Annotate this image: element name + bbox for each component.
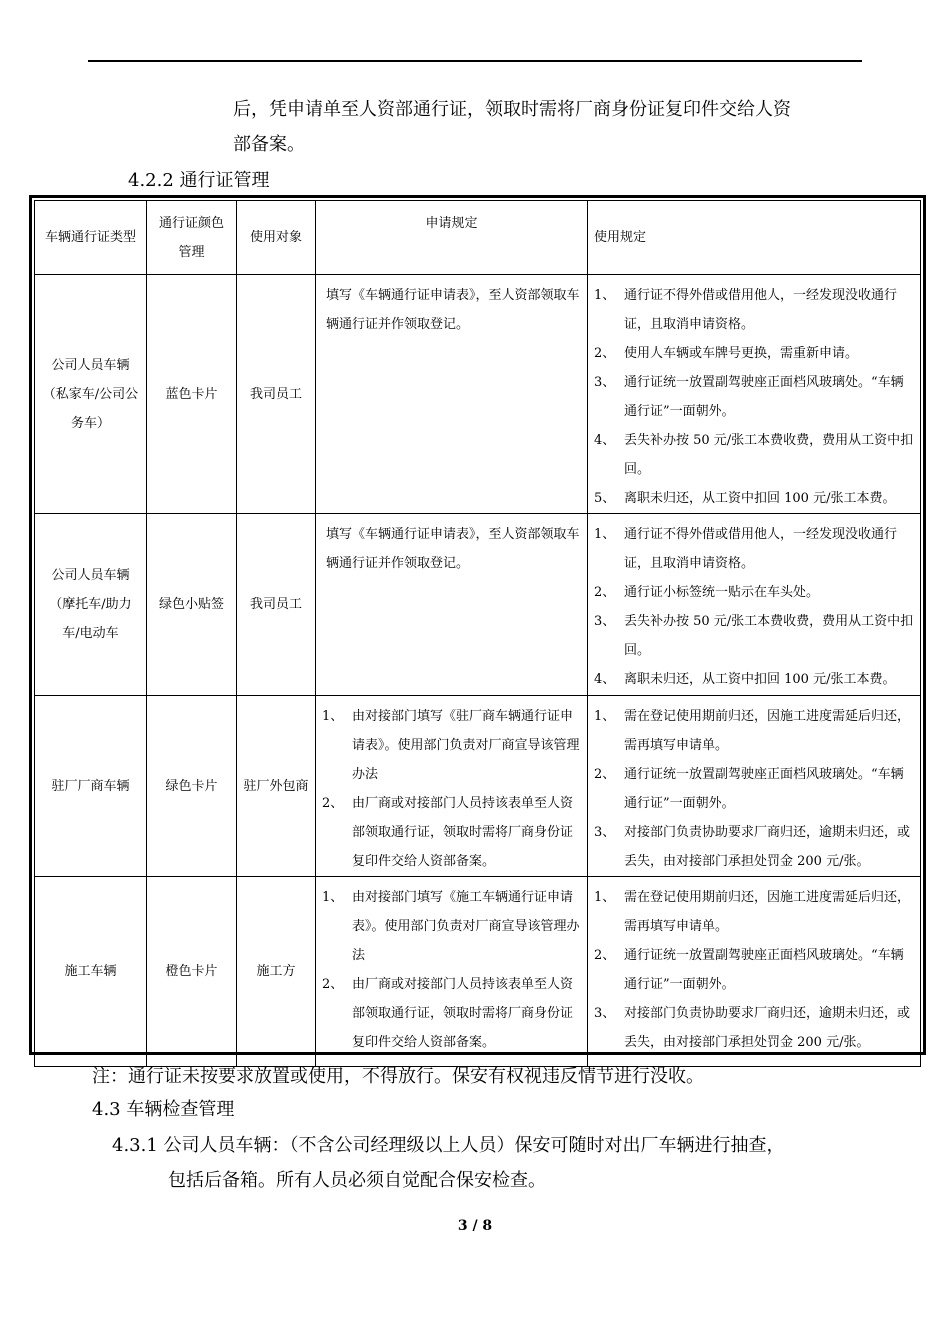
- apply-rule-item: [322, 702, 581, 789]
- usage-rule-item-text: 通行证统一放置副驾驶座正面档风玻璃处。“车辆通行证”一面朝外。: [624, 375, 904, 419]
- paragraph-4-3-1-line1: 4.3.1 公司人员车辆：（不含公司经理级以上人员）保安可随时对出厂车辆进行抽查，: [112, 1135, 785, 1156]
- usage-rule-item: [594, 702, 914, 760]
- table-row: [35, 275, 921, 514]
- usage-rule-item: [594, 281, 914, 339]
- header-target: 使用对象: [237, 201, 316, 275]
- user-target-cell: 驻厂外包商: [237, 696, 316, 877]
- apply-rule-cell: [316, 275, 588, 514]
- table-row: [35, 877, 921, 1067]
- usage-rule-item-text: 丢失补办按 50 元/张工本费收费，费用从工资中扣回。: [624, 614, 914, 658]
- apply-rule-item-text: 由对接部门填写《施工车辆通行证申请表》。使用部门负责对厂商宣导该管理办法: [352, 890, 580, 963]
- usage-rule-item-number: 1、: [594, 288, 616, 303]
- user-target-cell: 我司员工: [237, 275, 316, 514]
- usage-rule-item: [594, 999, 914, 1057]
- table-note: 注：通行证未按要求放置或使用，不得放行。保安有权视违反情节进行没收。: [92, 1066, 704, 1087]
- header-type: 车辆通行证类型: [35, 201, 147, 275]
- paragraph-4-3-1-line2: 包括后备箱。所有人员必须自觉配合保安检查。: [168, 1170, 546, 1191]
- vehicle-type-cell: 驻厂厂商车辆: [35, 696, 147, 877]
- apply-rule-item: [322, 789, 581, 876]
- usage-rule-item-text: 丢失补办按 50 元/张工本费收费，费用从工资中扣回。: [624, 433, 914, 477]
- pass-color-cell: 绿色小贴签: [147, 514, 237, 696]
- table-header-row: [35, 201, 921, 275]
- usage-rule-item-number: 2、: [594, 585, 616, 600]
- pass-color-cell: 蓝色卡片: [147, 275, 237, 514]
- pass-color-cell: 橙色卡片: [147, 877, 237, 1067]
- apply-rule-item: [322, 883, 581, 970]
- user-target-cell: 我司员工: [237, 514, 316, 696]
- usage-rule-cell: [588, 696, 921, 877]
- usage-rule-item-text: 需在登记使用期前归还，因施工进度需延后归还，需再填写申请单。: [624, 890, 911, 934]
- table-row: [35, 696, 921, 877]
- continued-paragraph-line2: 部备案。: [233, 134, 305, 155]
- usage-rule-item-text: 需在登记使用期前归还，因施工进度需延后归还，需再填写申请单。: [624, 709, 911, 753]
- usage-rule-item-number: 1、: [594, 890, 616, 905]
- usage-rule-item: [594, 339, 914, 368]
- continued-paragraph-line1: 后，凭申请单至人资部通行证，领取时需将厂商身份证复印件交给人资: [233, 99, 791, 120]
- usage-rule-cell: [588, 877, 921, 1067]
- vehicle-type-cell: 公司人员车辆（摩托车/助力车/电动车: [35, 514, 147, 696]
- usage-rule-item: [594, 484, 914, 513]
- vehicle-type-cell: 施工车辆: [35, 877, 147, 1067]
- section-heading-4-2-2: 4.2.2 通行证管理: [128, 170, 270, 191]
- apply-rule-text: 填写《车辆通行证申请表》，至人资部领取车辆通行证并作领取登记。: [326, 288, 580, 332]
- usage-rule-item-text: 离职未归还，从工资中扣回 100 元/张工本费。: [624, 491, 896, 506]
- apply-rule-item-text: 由对接部门填写《驻厂商车辆通行证申请表》。使用部门负责对厂商宣导该管理办法: [352, 709, 580, 782]
- usage-rule-item: [594, 883, 914, 941]
- table-row: [35, 514, 921, 696]
- apply-rule-item-text: 由厂商或对接部门人员持该表单至人资部领取通行证，领取时需将厂商身份证复印件交给人资部备案。: [352, 977, 574, 1050]
- apply-rule-item-number: 2、: [322, 796, 344, 811]
- usage-rule-item-number: 2、: [594, 948, 616, 963]
- vehicle-type-cell: 公司人员车辆（私家车/公司公务车）: [35, 275, 147, 514]
- usage-rule-cell: [588, 514, 921, 696]
- usage-rule-item: [594, 760, 914, 818]
- apply-rule-cell: [316, 696, 588, 877]
- usage-rule-item-number: 2、: [594, 346, 616, 361]
- usage-rule-item-text: 通行证统一放置副驾驶座正面档风玻璃处。“车辆通行证”一面朝外。: [624, 767, 904, 811]
- header-use: 使用规定: [588, 201, 921, 275]
- usage-rule-item-text: 对接部门负责协助要求厂商归还，逾期未归还，或丢失，由对接部门承担处罚金 200 元/张。: [624, 825, 911, 869]
- usage-rule-item-text: 离职未归还，从工资中扣回 100 元/张工本费。: [624, 672, 896, 687]
- usage-rule-item-text: 通行证不得外借或借用他人，一经发现没收通行证，且取消申请资格。: [624, 527, 898, 571]
- usage-rule-item: [594, 818, 914, 876]
- usage-rule-item-text: 通行证不得外借或借用他人，一经发现没收通行证，且取消申请资格。: [624, 288, 898, 332]
- usage-rule-item-text: 通行证统一放置副驾驶座正面档风玻璃处。“车辆通行证”一面朝外。: [624, 948, 904, 992]
- usage-rule-item: [594, 368, 914, 426]
- page-number: 3 / 8: [457, 1218, 493, 1234]
- apply-rule-item: [322, 970, 581, 1057]
- apply-rule-item-number: 2、: [322, 977, 344, 992]
- apply-rule-cell: [316, 514, 588, 696]
- usage-rule-item-number: 4、: [594, 433, 616, 448]
- pass-color-cell: 绿色卡片: [147, 696, 237, 877]
- apply-rule-item-number: 1、: [322, 890, 344, 905]
- header-rule: [88, 60, 862, 62]
- usage-rule-cell: [588, 275, 921, 514]
- usage-rule-item: [594, 941, 914, 999]
- usage-rule-item-number: 3、: [594, 614, 616, 629]
- usage-rule-item-text: 使用人车辆或车牌号更换，需重新申请。: [624, 346, 859, 361]
- usage-rule-item-number: 2、: [594, 767, 616, 782]
- usage-rule-item-number: 4、: [594, 672, 616, 687]
- usage-rule-item: [594, 578, 914, 607]
- apply-rule-item-text: 由厂商或对接部门人员持该表单至人资部领取通行证，领取时需将厂商身份证复印件交给人资部备案。: [352, 796, 574, 869]
- usage-rule-item-number: 3、: [594, 375, 616, 390]
- header-apply: 申请规定: [316, 201, 588, 275]
- usage-rule-item-number: 5、: [594, 491, 616, 506]
- user-target-cell: 施工方: [237, 877, 316, 1067]
- usage-rule-item-number: 1、: [594, 709, 616, 724]
- usage-rule-item-number: 3、: [594, 825, 616, 840]
- usage-rule-item-text: 通行证小标签统一贴示在车头处。: [624, 585, 820, 600]
- apply-rule-cell: [316, 877, 588, 1067]
- usage-rule-item: [594, 520, 914, 578]
- apply-rule-text: 填写《车辆通行证申请表》，至人资部领取车辆通行证并作领取登记。: [326, 527, 580, 571]
- apply-rule-item-number: 1、: [322, 709, 344, 724]
- usage-rule-item: [594, 607, 914, 665]
- usage-rule-item-text: 对接部门负责协助要求厂商归还，逾期未归还，或丢失，由对接部门承担处罚金 200 元/张。: [624, 1006, 911, 1050]
- usage-rule-item: [594, 665, 914, 694]
- pass-management-table: [29, 195, 926, 1055]
- usage-rule-item-number: 3、: [594, 1006, 616, 1021]
- section-heading-4-3: 4.3 车辆检查管理: [92, 1099, 235, 1120]
- usage-rule-item-number: 1、: [594, 527, 616, 542]
- usage-rule-item: [594, 426, 914, 484]
- header-color: 通行证颜色管理: [147, 201, 237, 275]
